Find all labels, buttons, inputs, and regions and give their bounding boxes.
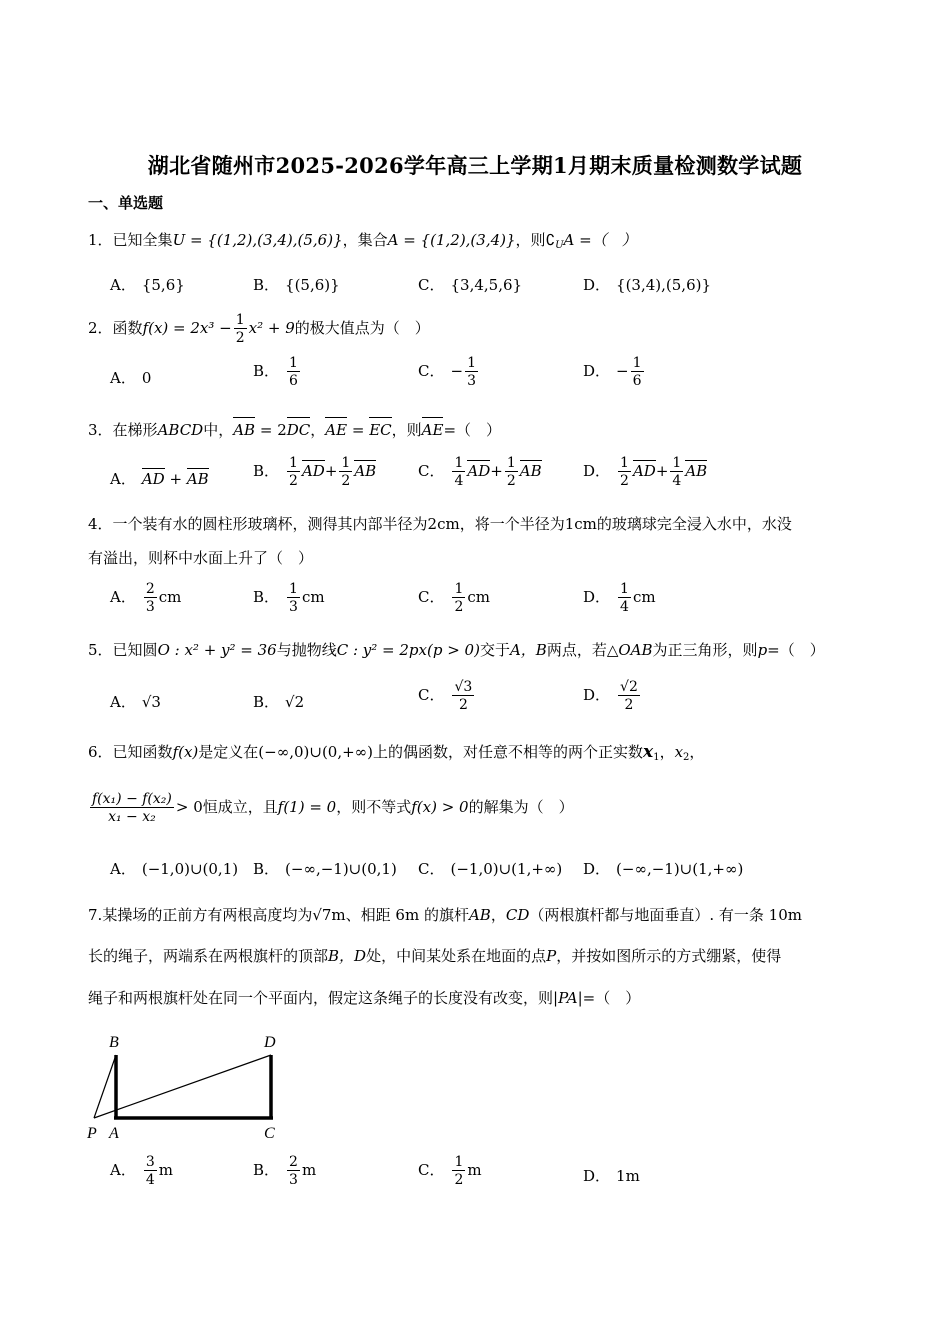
q2-option-a[interactable]: A． 0 <box>110 369 152 387</box>
question-6: 6．已知函数f(x)是定义在(−∞,0)∪(0,+∞)上的偶函数，对任意不相等的两个正实数$x_1$，$x_2$， <box>88 742 705 763</box>
q2-option-d[interactable]: D． − $\frac{1}{6}$ <box>583 355 642 389</box>
q5-option-c[interactable]: C． $\frac{√3}{2}$ <box>418 679 473 713</box>
q3-option-b[interactable]: B． $\frac{1}{2}$ AD+ $\frac{1}{2}$ AB <box>253 455 377 489</box>
q3-option-c[interactable]: C． $\frac{1}{4}$ AD+ $\frac{1}{2}$ AB <box>418 455 542 489</box>
q5-option-b[interactable]: B． √2 <box>253 693 305 711</box>
q7-option-d[interactable]: D． 1m <box>583 1167 640 1185</box>
q1-option-a[interactable]: A． {5,6} <box>110 276 185 294</box>
question-7: 7.某操场的正前方有两根高度均为√7m、相距 6m 的旗杆AB，CD（两根旗杆都与地面垂直）. 有一条 10m <box>88 906 802 924</box>
page-title: 湖北省随州市2025-2026学年高三上学期1月期末质量检测数学试题 <box>147 153 803 178</box>
rope-pd <box>94 1055 271 1118</box>
q6-option-a[interactable]: A． (−1,0)∪(0,1) <box>110 860 239 878</box>
question-4-line-2: 有溢出，则杯中水面上升了（ ） <box>88 549 314 567</box>
question-7-line-3: 绳子和两根旗杆处在同一个平面内，假定这条绳子的长度没有改变，则|PA|=（ ） <box>88 989 641 1007</box>
q2-option-c[interactable]: C． − $\frac{1}{3}$ <box>418 355 476 389</box>
question-6-line-2: $\frac{\text{f(x₁) − f(x₂)}}{\text{x₁ − x₂}}$ > 0恒成立，且f(1) = 0，则不等式f(x) > 0的解集为（ ） <box>92 791 574 825</box>
label-c: C <box>264 1125 275 1142</box>
q1-option-d[interactable]: D． {(3,4),(5,6)} <box>583 276 712 294</box>
q7-option-b[interactable]: B． $\frac{2}{3}$ m <box>253 1154 317 1188</box>
rope-pb <box>94 1055 116 1118</box>
label-p: P <box>87 1125 97 1142</box>
question-3: 3．在梯形ABCD中，AB = 2DC，AE = EC，则AE=（ ） <box>88 417 501 441</box>
question-5: 5．已知圆O : x² + y² = 36与抛物线C : y² = 2px(p > 0)交于A，B两点，若△OAB为正三角形，则p=（ ） <box>88 641 825 659</box>
q1-option-b[interactable]: B． {(5,6)} <box>253 276 340 294</box>
q1-option-c[interactable]: C． {3,4,5,6} <box>418 276 523 294</box>
label-a: A <box>109 1125 119 1142</box>
q7-option-a[interactable]: A． $\frac{3}{4}$ m <box>110 1154 173 1188</box>
question-number: 1． <box>88 231 113 249</box>
q6-option-c[interactable]: C． (−1,0)∪(1,+∞) <box>418 860 563 878</box>
label-d: D <box>264 1034 276 1051</box>
question-4: 4．一个装有水的圆柱形玻璃杯，测得其内部半径为2cm，将一个半径为1cm的玻璃球完全浸入水中，水没 <box>88 515 792 533</box>
question-7-line-2: 长的绳子，两端系在两根旗杆的顶部B，D处，中间某处系在地面的点P，并按如图所示的方式绷紧，使得 <box>88 947 782 965</box>
q4-option-a[interactable]: A． $\frac{2}{3}$ cm <box>110 581 182 615</box>
q4-option-d[interactable]: D． $\frac{1}{4}$ cm <box>583 581 656 615</box>
q3-option-a[interactable]: A． AD + AB <box>110 470 209 488</box>
section-heading: 一、单选题 <box>88 194 164 212</box>
question-1: 1．已知全集U = {(1,2),(3,4),(5,6)}，集合A = {(1,2),(3,4)}，则$∁_UA$ =（ ） <box>88 231 637 251</box>
q4-option-b[interactable]: B． $\frac{1}{3}$ cm <box>253 581 325 615</box>
q4-option-c[interactable]: C． $\frac{1}{2}$ cm <box>418 581 491 615</box>
flagpole-figure <box>86 1030 286 1145</box>
q5-option-a[interactable]: A． √3 <box>110 693 161 711</box>
label-b: B <box>109 1034 119 1051</box>
q6-option-b[interactable]: B． (−∞,−1)∪(0,1) <box>253 860 397 878</box>
q7-option-c[interactable]: C． $\frac{1}{2}$ m <box>418 1154 482 1188</box>
question-2: 2．函数f(x) = 2x³ − $\frac{1}{2}$ x² + 9的极大值点为（ ） <box>88 312 430 346</box>
q6-option-d[interactable]: D． (−∞,−1)∪(1,+∞) <box>583 860 744 878</box>
q2-option-b[interactable]: B． $\frac{1}{6}$ <box>253 355 298 389</box>
q5-option-d[interactable]: D． $\frac{√2}{2}$ <box>583 679 638 713</box>
q3-option-d[interactable]: D． $\frac{1}{2}$ AD+ $\frac{1}{4}$ AB <box>583 455 708 489</box>
